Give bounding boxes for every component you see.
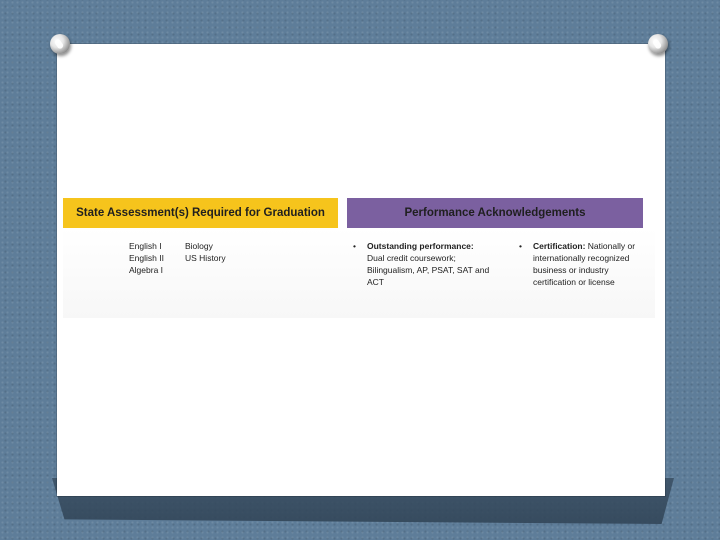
pushpin-icon bbox=[50, 34, 70, 54]
acknowledgement-line: ACT bbox=[367, 277, 384, 287]
assessment-header bbox=[63, 198, 338, 228]
acknowledgement-text bbox=[367, 240, 507, 288]
acknowledgement-text bbox=[533, 240, 651, 288]
assessment-list-2 bbox=[185, 240, 226, 264]
acknowledgements-header bbox=[347, 198, 643, 228]
acknowledgement-line: internationally recognized bbox=[533, 253, 630, 263]
assessment-item: English I bbox=[129, 241, 162, 251]
acknowledgement-title-suffix: Nationally or bbox=[585, 241, 636, 251]
pushpin-icon bbox=[648, 34, 668, 54]
acknowledgements-header-label: Performance Acknowledgements bbox=[404, 207, 586, 219]
assessment-header-label: State Assessment(s) Required for Graduation bbox=[76, 207, 325, 219]
assessment-list-1 bbox=[129, 240, 164, 276]
slide bbox=[57, 44, 665, 496]
acknowledgement-line: Bilingualism, AP, PSAT, SAT and bbox=[367, 265, 490, 275]
bullet-icon: • bbox=[353, 241, 356, 251]
assessment-item: Algebra I bbox=[129, 265, 164, 275]
acknowledgement-line: business or industry bbox=[533, 265, 609, 275]
assessment-item: English II bbox=[129, 253, 164, 263]
acknowledgement-line: Dual credit coursework; bbox=[367, 253, 456, 263]
acknowledgement-first-line bbox=[533, 240, 651, 252]
acknowledgement-title: Outstanding performance: bbox=[367, 241, 474, 251]
assessment-item: US History bbox=[185, 253, 226, 263]
acknowledgement-title: Certification: bbox=[533, 241, 586, 251]
assessment-item: Biology bbox=[185, 241, 213, 251]
acknowledgement-line: certification or license bbox=[533, 277, 615, 287]
bullet-icon: • bbox=[519, 241, 522, 251]
